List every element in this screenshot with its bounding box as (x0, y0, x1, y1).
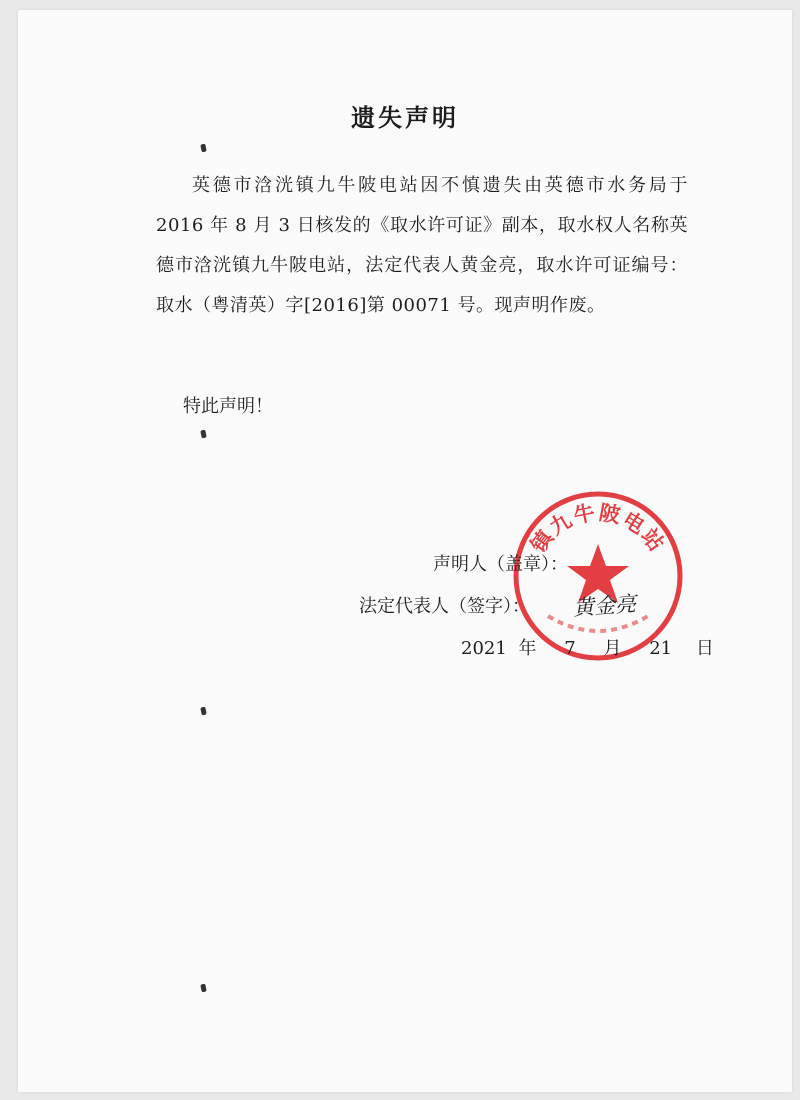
date-day-unit: 日 (695, 638, 714, 659)
handwritten-signature: 黄金亮 (572, 591, 637, 621)
svg-text:镇九牛陂电站: 镇九牛陂电站 (526, 500, 670, 558)
scan-speck (200, 144, 207, 153)
closing-statement: 特此声明！ (183, 396, 273, 417)
date-day: 21 (649, 638, 673, 659)
document-title: 遗失声明 (351, 103, 459, 132)
scan-speck (200, 430, 207, 439)
document-body (156, 166, 688, 326)
date-month-unit: 月 (603, 638, 622, 659)
scan-speck (200, 707, 207, 716)
document-page (18, 10, 792, 1092)
legal-representative-label: 法定代表人（签字）： (359, 596, 530, 617)
date-line (461, 634, 714, 660)
date-month: 7 (564, 638, 576, 659)
scan-speck (200, 984, 207, 993)
declaration-paragraph: 英德市浛洸镇九牛陂电站因不慎遗失由英德市水务局于 2016 年 8 月 3 日核发的《取水许可证》副本，取水权人名称英德市浛洸镇九牛陂电站，法定代表人黄金亮，取水许可证编号：取水（粤清英）字[2016]第 00071 号。现声明作废。 (156, 175, 688, 316)
declarant-label: 声明人（盖章）： (433, 554, 568, 575)
date-year-unit: 年 (518, 638, 537, 659)
date-year: 2021 (461, 638, 507, 659)
